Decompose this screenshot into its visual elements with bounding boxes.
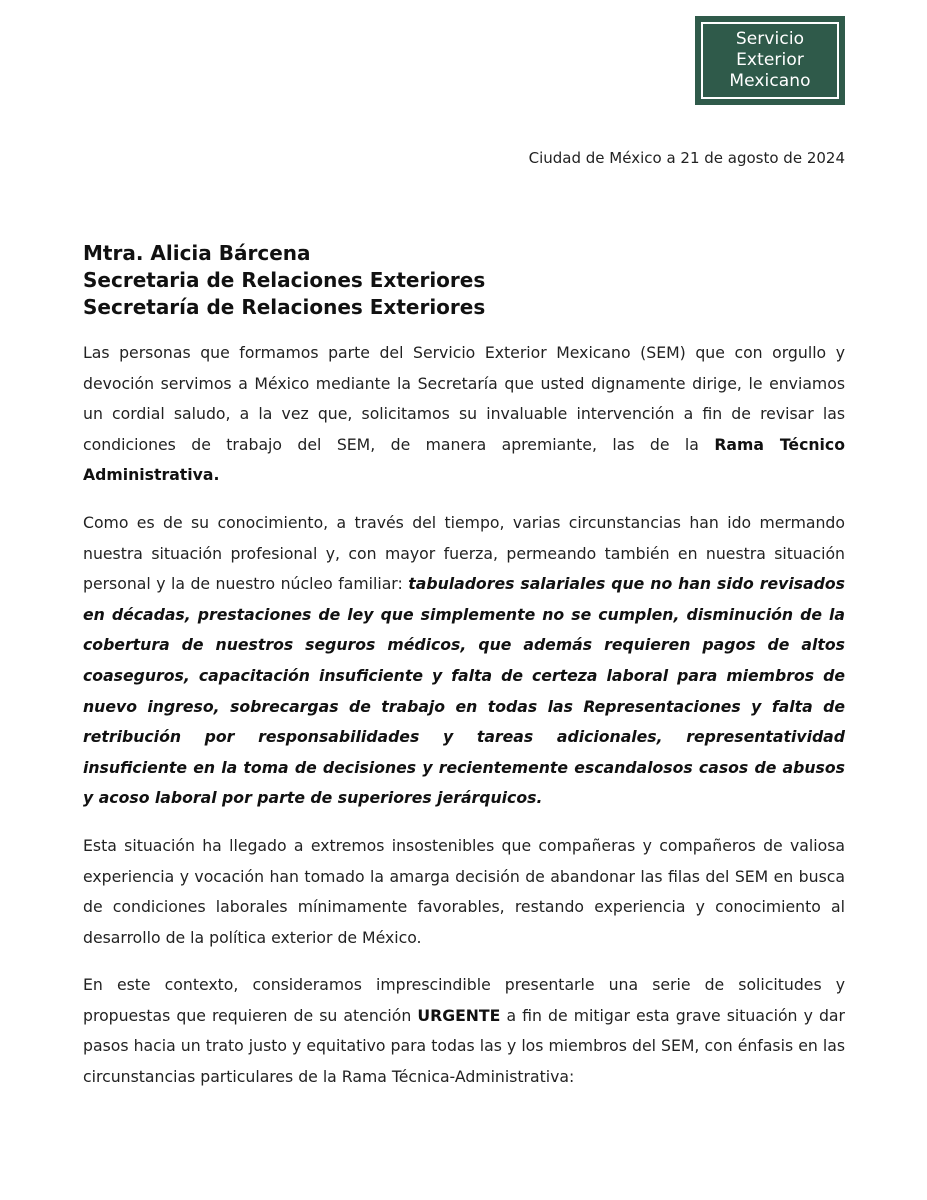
paragraph-1 (83, 338, 845, 491)
letter-body (83, 338, 845, 1110)
addressee-institution: Secretaría de Relaciones Exteriores (83, 295, 486, 319)
paragraph-2-text: Como es de su conocimiento, a través del tiempo, varias circunstancias han ido mermando nuestra situación profesional y, con mayor fuerza, permeando también en nuestra situación personal y la de nuestro núcleo familiar: (83, 512, 845, 594)
logo-text-line-3: Mexicano (729, 71, 811, 91)
sem-logo-frame (701, 22, 839, 99)
paragraph-4-text-before: En este contexto, consideramos imprescindible presentarle una serie de solicitudes y propuestas que requieren de su atención (83, 975, 845, 1025)
logo-text-line-1: Servicio (735, 29, 805, 49)
paragraph-4-text-after: a fin de mitigar esta grave situación y dar pasos hacia un trato justo y equitativo para todas las y los miembros del SEM, con énfasis en las circunstancias particulares de la Rama Técnica-Administrativa: (83, 1005, 845, 1087)
paragraph-1-bold: Rama Técnico Administrativa. (83, 434, 845, 485)
addressee-block (83, 240, 485, 321)
paragraph-1-text: Las personas que formamos parte del Servicio Exterior Mexicano (SEM) que con orgullo y devoción servimos a México mediante la Secretaría que usted dignamente dirige, le enviamos un cordial saludo, a la vez que, solicitamos su invaluable intervención a fin de revisar las condiciones de trabajo del SEM, de manera apremiante, las de la (83, 343, 845, 454)
letter-date: Ciudad de México a 21 de agosto de 2024 (528, 149, 845, 167)
paragraph-4-urgent: URGENTE (417, 1005, 501, 1025)
paragraph-4 (83, 970, 845, 1092)
paragraph-3-text: Esta situación ha llegado a extremos insostenibles que compañeras y compañeros de valiosa experiencia y vocación han tomado la amarga decisión de abandonar las filas del SEM en busca de condiciones laborales mínimamente favorables, restando experiencia y conocimiento al desarrollo de la política exterior de México. (83, 835, 845, 947)
addressee-title: Secretaria de Relaciones Exteriores (83, 268, 486, 292)
paragraph-2-emphasis: tabuladores salariales que no han sido revisados en décadas, prestaciones de ley que simplemente no se cumplen, disminución de la cobertura de nuestros seguros médicos, que además requieren pagos de altos coaseguros, capacitación insuficiente y falta de certeza laboral para miembros de nuevo ingreso, sobrecargas de trabajo en todas las Representaciones y falta de retribución por responsabilidades y tareas adicionales, representatividad insuficiente en la toma de decisiones y recientemente escandalosos casos de abusos y acoso laboral por parte de superiores jerárquicos. (83, 574, 845, 808)
paragraph-2 (83, 508, 845, 814)
paragraph-3 (83, 831, 845, 953)
sem-logo (695, 16, 845, 105)
logo-text-line-2: Exterior (736, 50, 804, 70)
addressee-name: Mtra. Alicia Bárcena (83, 241, 311, 265)
